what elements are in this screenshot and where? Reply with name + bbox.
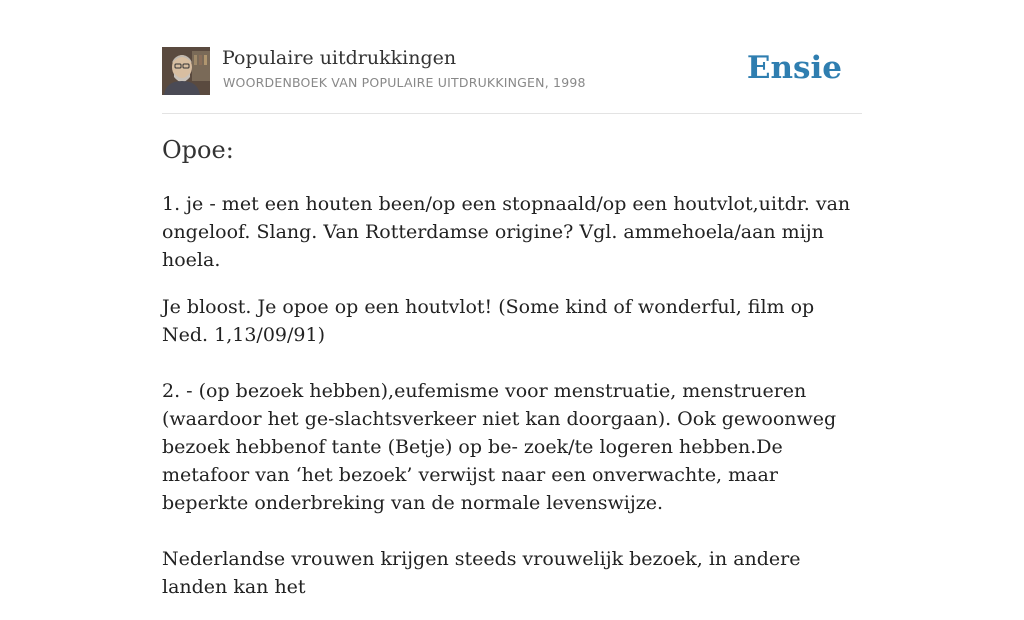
avatar-portrait-icon [162,47,210,95]
entry-paragraph: 1. je - met een houten been/op een stopnaald/op een houtvlot,uitdr. van ongeloof. Slang. Van Rotterdamse origine? Vgl. ammehoela/aan mijn hoela. [162,193,851,271]
entry-paragraph: Je bloost. Je opoe op een houtvlot! (Some kind of wonderful, film op Ned. 1,13/09/91) [162,296,815,346]
entry-content [162,190,862,620]
source-subtitle: WOORDENBOEK VAN POPULAIRE UITDRUKKINGEN, 1998 [223,75,586,90]
header [162,46,862,96]
entry-paragraph: 2. - (op bezoek hebben),eufemisme voor menstruatie, menstrueren (waardoor het ge-slachtsverkeer niet kan doorgaan). Ook gewoonweg bezoek hebbenof tante (Betje) op be- zoek/te logeren hebben.De metafoor van ‘het bezoek’ verwijst naar een onverwachte, maar beperkte onderbreking van de normale levenswijze. [162,380,837,514]
entry-title: Opoe: [162,136,234,164]
entry-paragraph: Nederlandse vrouwen krijgen steeds vrouwelijk bezoek, in andere landen kan het [162,548,801,598]
author-avatar[interactable] [162,47,210,95]
header-divider [162,113,862,114]
source-name[interactable]: Populaire uitdrukkingen [222,47,457,69]
brand-logo[interactable]: Ensie [746,50,842,86]
